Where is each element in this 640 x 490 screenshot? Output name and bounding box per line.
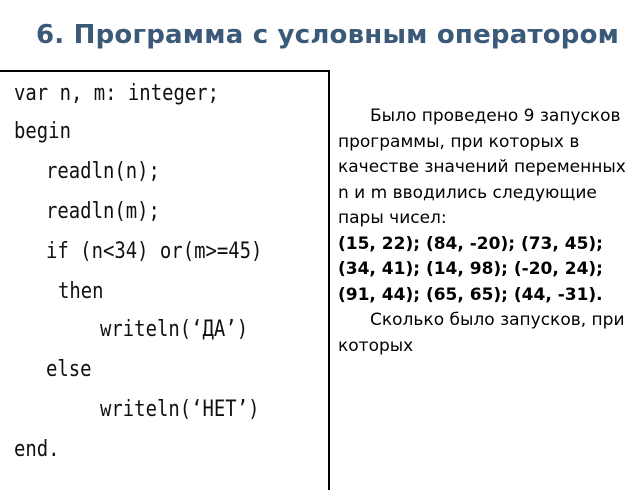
code-line-readln-m: readln(m); [46,199,160,224]
task-intro-text: Было проведено 9 запусков программы, при которых в качестве значений переменных n и m вводились следующие пары чисел: [338,106,626,228]
code-line-if: if (n<34) or(m>=45) [46,239,263,264]
task-description [338,104,628,359]
code-line-writeln-da: writeln(‘ДА’) [100,317,249,342]
code-line-readln-n: readln(n); [46,159,160,184]
input-pairs: (15, 22); (84, -20); (73, 45); (34, 41); (14, 98); (-20, 24); (91, 44); (65, 65); (44, -31). [338,233,603,305]
task-intro [338,104,628,232]
code-line-then: then [58,279,104,304]
slide-title: 6. Программа с условным оператором [36,20,620,50]
code-line-else: else [46,357,92,382]
task-question-text: Сколько было запусков, при которых [338,310,625,356]
code-line-end: end. [14,437,60,462]
code-line-begin: begin [14,119,71,144]
code-line-var: var n, m: integer; [14,81,220,106]
task-question [338,308,628,359]
code-line-writeln-net: writeln(‘НЕТ’) [100,397,260,422]
